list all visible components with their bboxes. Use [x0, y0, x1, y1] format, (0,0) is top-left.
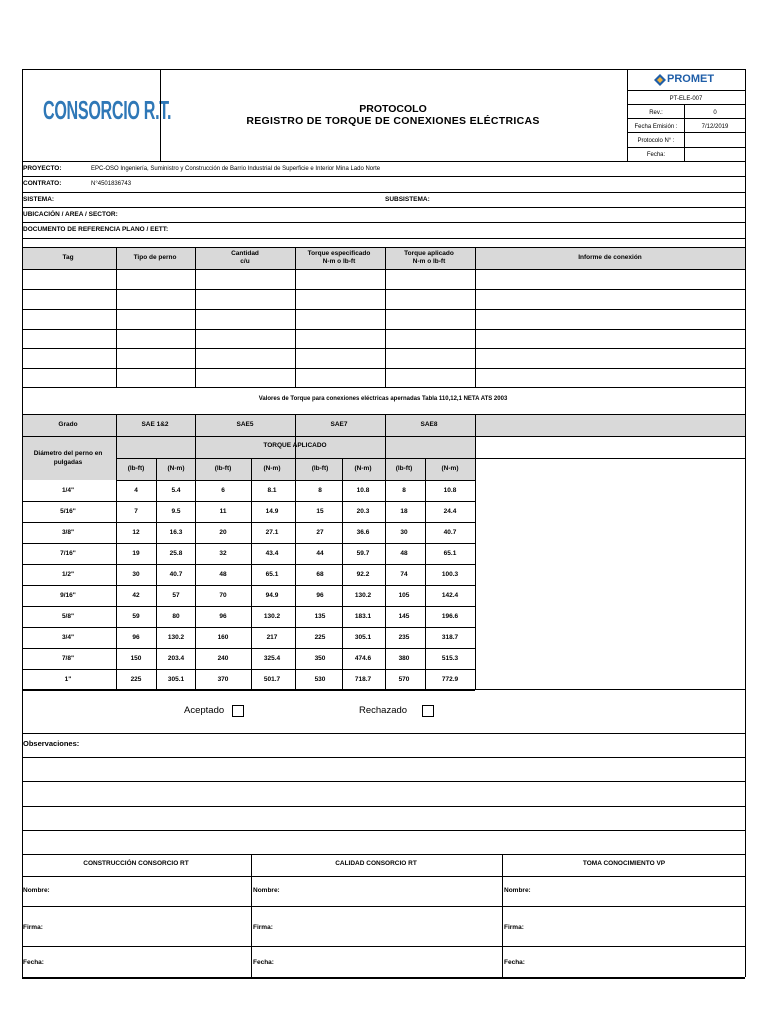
bolt-diameter: 5/16": [60, 508, 76, 515]
col-tag: Tag: [62, 254, 74, 261]
torque-value: 4: [134, 487, 138, 494]
torque-value: 30: [132, 571, 140, 578]
torque-value: 94.9: [265, 592, 279, 599]
torque-value: 325.4: [263, 655, 281, 662]
torque-value: 380: [398, 655, 410, 662]
torque-value: 10.8: [356, 487, 370, 494]
proyecto-label: PROYECTO:: [23, 165, 62, 172]
grade-header-row: [22, 414, 745, 436]
observaciones-label: Observaciones:: [23, 739, 80, 748]
torque-value: 20.3: [356, 508, 370, 515]
nombre-label-1: Nombre:: [23, 887, 50, 894]
fecha-emision-value: 7/12/2019: [701, 124, 729, 130]
torque-value: 235: [398, 634, 410, 641]
contrato-label: CONTRATO:: [23, 180, 62, 187]
torque-value: 48: [219, 571, 227, 578]
torque-value: 9.5: [171, 508, 181, 515]
unit-label: (N-m): [441, 465, 459, 472]
torque-value: 203.4: [167, 655, 185, 662]
torque-value: 30: [400, 529, 408, 536]
diametro-label: Diámetro del perno en pulgadas: [33, 450, 103, 466]
contrato-value: N°4501836743: [91, 181, 132, 187]
torque-value: 130.2: [263, 613, 281, 620]
torque-value: 12: [132, 529, 140, 536]
promet-logo-icon: [654, 74, 666, 86]
doc-code: PT-ELE-007: [669, 96, 703, 102]
torque-value: 65.1: [443, 550, 457, 557]
torque-value: 145: [398, 613, 410, 620]
torque-value: 8.1: [267, 487, 277, 494]
torque-value: 105: [398, 592, 410, 599]
company-logo: CONSORCIO R.T.: [43, 95, 172, 125]
torque-value: 350: [314, 655, 326, 662]
torque-value: 57: [172, 592, 180, 599]
firma-label-1: Firma:: [23, 924, 43, 931]
torque-aplicado-label: TORQUE APLICADO: [263, 442, 327, 449]
torque-value: 370: [217, 676, 229, 683]
torque-value: 150: [130, 655, 142, 662]
subsistema-label: SUBSISTEMA:: [385, 196, 430, 203]
proyecto-value: EPC-OSO Ingeniería, Suministro y Construcción de Barrio Industrial de Superficie e Interior Mina Lado Norte: [91, 166, 381, 172]
bolt-diameter: 5/8": [61, 613, 75, 620]
col-torque-especificado: Torque especificado N-m o lb-ft: [307, 250, 371, 265]
sig-col-toma-conocimiento: TOMA CONOCIMIENTO VP: [582, 860, 666, 867]
bolt-diameter: 1": [64, 676, 72, 683]
unit-label: (lb-ft): [395, 465, 413, 472]
grade-sae7: SAE7: [330, 421, 348, 428]
torque-value: 48: [400, 550, 408, 557]
torque-value: 96: [132, 634, 140, 641]
torque-value: 501.7: [263, 676, 281, 683]
unit-label: (lb-ft): [214, 465, 232, 472]
torque-value: 135: [314, 613, 326, 620]
documento-referencia-label: DOCUMENTO DE REFERENCIA PLANO / EETT:: [23, 226, 169, 233]
torque-value: 718.7: [354, 676, 372, 683]
fecha-label-1: Fecha:: [23, 959, 44, 966]
torque-value: 225: [130, 676, 142, 683]
grade-sae12: SAE 1&2: [141, 421, 169, 428]
torque-value: 65.1: [265, 571, 279, 578]
torque-value: 40.7: [443, 529, 457, 536]
rechazado-label: Rechazado: [359, 705, 408, 716]
bolt-diameter: 1/2": [61, 571, 75, 578]
fecha-emision-label: Fecha Emisión :: [634, 124, 678, 130]
torque-value: 515.3: [441, 655, 459, 662]
bolt-diameter: 3/8": [61, 529, 75, 536]
torque-value: 142.4: [441, 592, 459, 599]
unit-label: (lb-ft): [127, 465, 145, 472]
torque-value: 11: [219, 508, 227, 515]
fecha-header-label: Fecha:: [646, 152, 666, 158]
ubicacion-label: UBICACIÓN / AREA / SECTOR:: [23, 211, 118, 218]
torque-table-caption: Valores de Torque para conexiones eléctricas apernadas Tabla 110,12,1 NETA ATS 2003: [258, 396, 508, 402]
torque-value: 68: [316, 571, 324, 578]
col-informe-conexion: Informe de conexión: [578, 254, 642, 261]
torque-value: 59.7: [356, 550, 370, 557]
torque-value: 43.4: [265, 550, 279, 557]
fecha-label-2: Fecha:: [253, 959, 274, 966]
torque-value: 130.2: [354, 592, 372, 599]
col-cantidad: Cantidad c/u: [231, 250, 259, 265]
grade-sae8: SAE8: [420, 421, 438, 428]
unit-label: (N-m): [354, 465, 372, 472]
col-torque-aplicado: Torque aplicado N-m o lb-ft: [404, 250, 454, 265]
torque-value: 8: [318, 487, 322, 494]
torque-value: 10.8: [443, 487, 457, 494]
torque-value: 570: [398, 676, 410, 683]
torque-value: 100.3: [441, 571, 459, 578]
sig-col-calidad: CALIDAD CONSORCIO RT: [335, 860, 417, 867]
aceptado-label: Aceptado: [184, 705, 225, 716]
document-title: PROTOCOLO: [359, 103, 427, 115]
torque-value: 130.2: [167, 634, 185, 641]
nombre-label-2: Nombre:: [253, 887, 280, 894]
nombre-label-3: Nombre:: [504, 887, 531, 894]
torque-value: 305.1: [354, 634, 372, 641]
aceptado-checkbox[interactable]: [232, 705, 244, 717]
fecha-label-3: Fecha:: [504, 959, 525, 966]
sistema-label: SISTEMA:: [23, 196, 55, 203]
torque-value: 16.3: [169, 529, 183, 536]
torque-value: 225: [314, 634, 326, 641]
torque-value: 8: [402, 487, 406, 494]
torque-value: 6: [221, 487, 225, 494]
protocolo-label: Protocolo N° :: [637, 138, 675, 144]
torque-value: 530: [314, 676, 326, 683]
unit-label: (lb-ft): [311, 465, 329, 472]
bolt-diameter: 3/4": [61, 634, 75, 641]
bolt-diameter: 7/8": [61, 655, 75, 662]
rev-value: 0: [713, 110, 717, 116]
torque-value: 96: [219, 613, 227, 620]
torque-value: 70: [219, 592, 227, 599]
bolt-diameter: 9/16": [60, 592, 76, 599]
torque-value: 772.9: [441, 676, 459, 683]
unit-label: (N-m): [263, 465, 281, 472]
torque-value: 160: [217, 634, 229, 641]
torque-value: 44: [316, 550, 324, 557]
torque-value: 217: [266, 634, 278, 641]
grade-sae5: SAE5: [236, 421, 254, 428]
promet-logo: PROMET: [667, 73, 715, 85]
document-subtitle: REGISTRO DE TORQUE DE CONEXIONES ELÉCTRICAS: [246, 115, 540, 127]
torque-value: 240: [217, 655, 229, 662]
rev-label: Rev.:: [649, 110, 663, 116]
torque-value: 15: [316, 508, 324, 515]
torque-value: 92.2: [356, 571, 370, 578]
torque-value: 305.1: [167, 676, 185, 683]
torque-value: 27: [316, 529, 324, 536]
unit-label: (N-m): [167, 465, 185, 472]
torque-value: 59: [132, 613, 140, 620]
torque-value: 40.7: [169, 571, 183, 578]
torque-value: 36.6: [356, 529, 370, 536]
torque-value: 96: [316, 592, 324, 599]
torque-value: 5.4: [171, 487, 181, 494]
torque-value: 196.6: [441, 613, 459, 620]
torque-value: 474.6: [354, 655, 372, 662]
bolt-diameter: 7/16": [60, 550, 76, 557]
col-tipo-perno: Tipo de perno: [133, 254, 177, 261]
torque-value: 74: [400, 571, 408, 578]
bolt-diameter: 1/4": [61, 487, 75, 494]
torque-value: 32: [219, 550, 227, 557]
torque-value: 25.8: [169, 550, 183, 557]
torque-value: 20: [219, 529, 227, 536]
torque-value: 18: [400, 508, 408, 515]
torque-value: 19: [132, 550, 140, 557]
torque-value: 24.4: [443, 508, 457, 515]
sig-col-construccion: CONSTRUCCIÓN CONSORCIO RT: [83, 860, 189, 867]
torque-value: 14.9: [265, 508, 279, 515]
rechazado-checkbox[interactable]: [422, 705, 434, 717]
firma-label-3: Firma:: [504, 924, 524, 931]
firma-label-2: Firma:: [253, 924, 273, 931]
torque-value: 27.1: [265, 529, 279, 536]
torque-value: 7: [134, 508, 138, 515]
torque-value: 183.1: [354, 613, 372, 620]
torque-value: 42: [132, 592, 140, 599]
grado-label: Grado: [58, 421, 78, 428]
torque-value: 318.7: [441, 634, 459, 641]
torque-value: 80: [172, 613, 180, 620]
